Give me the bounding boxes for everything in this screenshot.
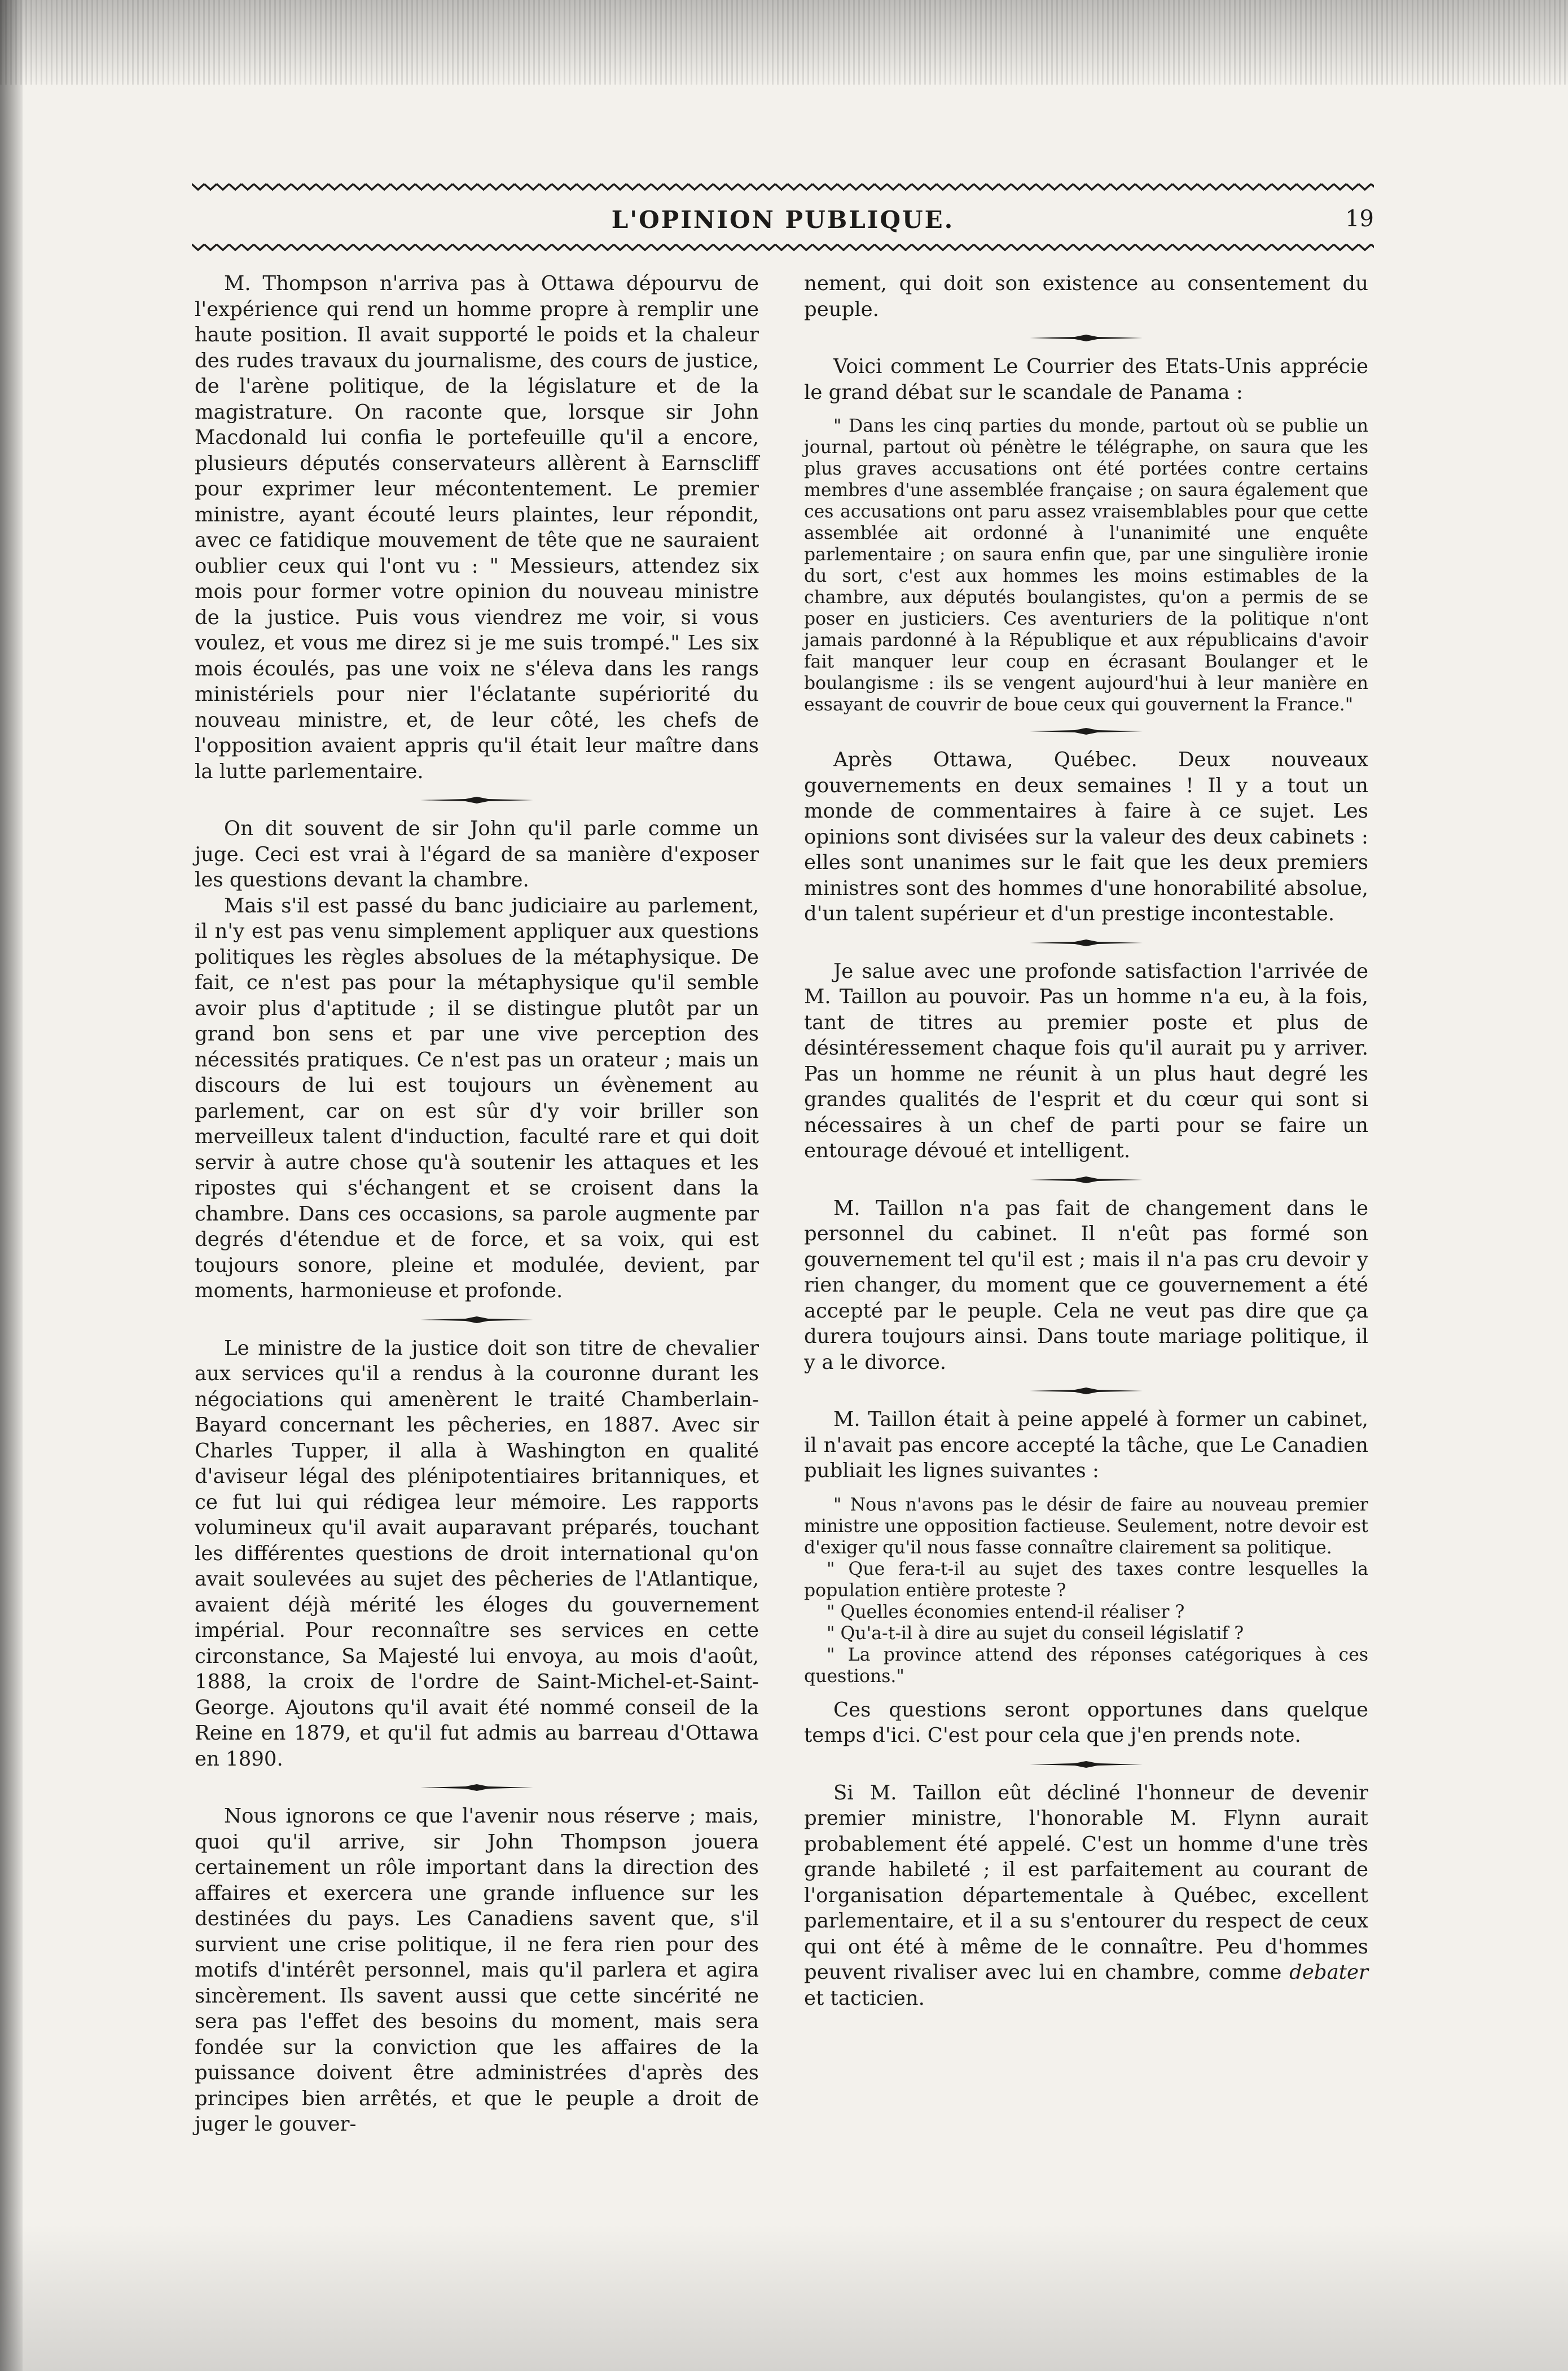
page-header [192, 206, 1374, 240]
article-paragraph: Ces questions seront opportunes dans quelque temps d'ici. C'est pour cela que j'en prends note. [804, 1698, 1368, 1747]
quotation: " La province attend des réponses catégoriques à ces questions." [804, 1644, 1368, 1687]
section-divider [804, 322, 1368, 354]
article-paragraph: M. Thompson n'arriva pas à Ottawa dépourvu de l'expérience qui rend un homme propre à remplir une haute position. Il avait supporté le poids et la chaleur des rudes travaux du journalisme, des cours de justice, de l'arène politique, de la législature et de la magistrature. On raconte que, lorsque sir John Macdonald lui confia le portefeuille qu'il a encore, plusieurs députés conservateurs allèrent à Earnscliff pour exprimer leur mécontentement. Le premier ministre, ayant écouté leurs plaintes, leur répondit, avec ce fatidique mouvement de tête que ne sauraient oublier ceux qui l'ont vu : " Messieurs, attendez six mois pour former votre opinion du nouveau ministre de la justice. Puis vous viendrez me voir, si vous voulez, et vous me direz si je me suis trompé." Les six mois écoulés, pas une voix ne s'éleva dans les rangs ministériels pour nier l'éclatante supériorité du nouveau ministre, et, de leur côté, les chefs de l'opposition avaient appris qu'il était leur maître dans la lutte parlementaire. [195, 272, 759, 783]
section-divider [804, 1164, 1368, 1196]
quotation: " Dans les cinq parties du monde, partout où se publie un journal, partout où pénètre le télégraphe, on saura que les plus graves accusations ont été portées contre certains membres d'une assemblée française ; on saura également que ces accusations ont paru assez vraisemblables pour que cette assemblée ait ordonné à l'unanimité une enquête parlementaire ; on saura enfin que, par une singulière ironie du sort, c'est aux hommes les moins estimables de la chambre, aux députés boulangistes, qu'on a permis de se poser en justiciers. Ces aventuriers de la politique n'ont jamais pardonné à la République et aux républicains d'avoir fait manquer leur coup en écrasant Boulanger et le boulangisme : ils se vengent aujourd'hui à leur manière en essayant de couvrir de boue ceux qui gouvernent la France." [804, 416, 1368, 715]
article-paragraph: M. Taillon était à peine appelé à former un cabinet, il n'avait pas encore accepté la tâche, que Le Canadien publiait les lignes suivantes : [804, 1408, 1368, 1482]
header-rule-top [192, 179, 1374, 194]
quotation: " Que fera-t-il au sujet des taxes contre lesquelles la population entière proteste ? [804, 1558, 1368, 1601]
section-divider [804, 1375, 1368, 1407]
section-divider [195, 1304, 759, 1336]
scan-edge-bottom [0, 2224, 1568, 2371]
scan-edge-left [0, 0, 23, 2371]
section-divider [804, 1749, 1368, 1780]
italic-term: debater [1289, 1961, 1368, 1984]
section-divider [804, 715, 1368, 747]
article-paragraph: Après Ottawa, Québec. Deux nouveaux gouvernements en deux semaines ! Il y a tout un monde de commentaires à faire à ce sujet. Les opinions sont divisées sur la valeur des deux cabinets : elles sont unanimes sur le fait que les deux premiers ministres sont des hommes d'une honorabilité absolue, d'un talent supérieur et d'un prestige incontestable. [804, 748, 1368, 925]
section-divider [195, 1772, 759, 1803]
paragraph-text: et tacticien. [804, 1986, 925, 2010]
article-paragraph: Voici comment Le Courrier des Etats-Unis apprécie le grand débat sur le scandale de Panama : [804, 355, 1368, 404]
scan-edge-top [0, 0, 1568, 85]
right-column [804, 271, 1368, 2011]
article-paragraph: Je salue avec une profonde satisfaction l'arrivée de M. Taillon au pouvoir. Pas un homme n'a eu, à la fois, tant de titres au premier poste et plus de désintéressement chaque fois qu'il aurait pu y arriver. Pas un homme ne réunit à un plus haut degré les grandes qualités de l'esprit et du cœur qui sont si nécessaires à un chef de parti pour se faire un entourage dévoué et intelligent. [804, 959, 1368, 1162]
article-paragraph: Mais s'il est passé du banc judiciaire au parlement, il n'y est pas venu simplement appliquer aux questions politiques les règles absolues de la métaphysique. De fait, ce n'est pas pour la métaphysique qu'il semble avoir plus d'aptitude ; il se distingue plutôt par un grand bon sens et par une vive perception des nécessités pratiques. Ce n'est pas un orateur ; mais un discours de lui est toujours un évènement au parlement, car on est sûr d'y voir briller son merveilleux talent d'induction, faculté rare et qui doit servir à autre chose qu'à soutenir les attaques et les ripostes qui s'échangent et se croisent dans la chambre. Dans ces occasions, sa parole augmente par degrés d'étendue et de force, et sa voix, qui est toujours sonore, pleine et modulée, devient, par moments, harmonieuse et profonde. [195, 894, 759, 1302]
left-column [195, 271, 759, 2137]
page-number: 19 [1345, 206, 1374, 232]
article-paragraph: nement, qui doit son existence au consentement du peuple. [804, 272, 1368, 321]
article-paragraph: M. Taillon n'a pas fait de changement dans le personnel du cabinet. Il n'eût pas formé son gouvernement tel qu'il est ; mais il n'a pas cru devoir y rien changer, du moment que ce gouvernement a été accepté par le peuple. Cela ne veut pas dire que ça durera toujours ainsi. Dans toute mariage politique, il y a le divorce. [804, 1196, 1368, 1374]
header-rule-bottom [192, 240, 1374, 254]
article-paragraph: Nous ignorons ce que l'avenir nous réserve ; mais, quoi qu'il arrive, sir John Thompson jouera certainement un rôle important dans la direction des affaires et exercera une grande influence sur les destinées du pays. Les Canadiens savent que, s'il survient une crise politique, il ne fera rien pour des motifs d'intérêt personnel, mais qu'il parlera et agira sincèrement. Ils savent aussi que cette sincérité ne sera pas l'effet des besoins du moment, mais sera fondée sur la conviction que les affaires de la puissance doivent être administrées d'après des principes bien arrêtés, et que le peuple a droit de juger le gouver- [195, 1804, 759, 2136]
quotation: " Quelles économies entend-il réaliser ? [827, 1601, 1185, 1622]
article-paragraph: Le ministre de la justice doit son titre de chevalier aux services qu'il a rendus à la couronne durant les négociations qui amenèrent le traité Chamberlain-Bayard concernant les pêcheries, en 1887. Avec sir Charles Tupper, il alla à Washington en qualité d'aviseur légal des plénipotentiaires britanniques, et ce fut lui qui rédigea leur mémoire. Les rapports volumineux qu'il avait auparavant préparés, touchant les différentes questions de droit international qu'on avait soulevées au sujet des pêcheries de l'Atlantique, avaient déjà mérité les éloges du gouvernement impérial. Pour reconnaître ses services en cette circonstance, Sa Majesté lui envoya, au mois d'août, 1888, la croix de l'ordre de Saint-Michel-et-Saint-George. Ajoutons qu'il avait été nommé conseil de la Reine en 1879, et qu'il fut admis au barreau d'Ottawa en 1890. [195, 1336, 759, 1771]
section-divider [195, 784, 759, 816]
quotation: " Nous n'avons pas le désir de faire au nouveau premier ministre une opposition factieuse. Seulement, notre devoir est d'exiger qu'il nous fasse connaître clairement sa politique. [804, 1494, 1368, 1558]
quotation: " Qu'a-t-il à dire au sujet du conseil législatif ? [827, 1623, 1244, 1644]
newspaper-title: L'OPINION PUBLIQUE. [611, 206, 955, 234]
paragraph-text: Si M. Taillon eût décliné l'honneur de devenir premier ministre, l'honorable M. Flynn aurait probablement été appelé. C'est un homme d'une très grande habileté ; il est parfaitement au courant de l'organisation départementale à Québec, excellent parlementaire, et il a su s'entourer du respect de ceux qui ont été à même de le connaître. Peu d'hommes peuvent rivaliser avec lui en chambre, comme [804, 1781, 1368, 1984]
section-divider [804, 927, 1368, 959]
article-paragraph [804, 1780, 1368, 2012]
article-paragraph: On dit souvent de sir John qu'il parle comme un juge. Ceci est vrai à l'égard de sa manière d'exposer les questions devant la chambre. [195, 817, 759, 892]
